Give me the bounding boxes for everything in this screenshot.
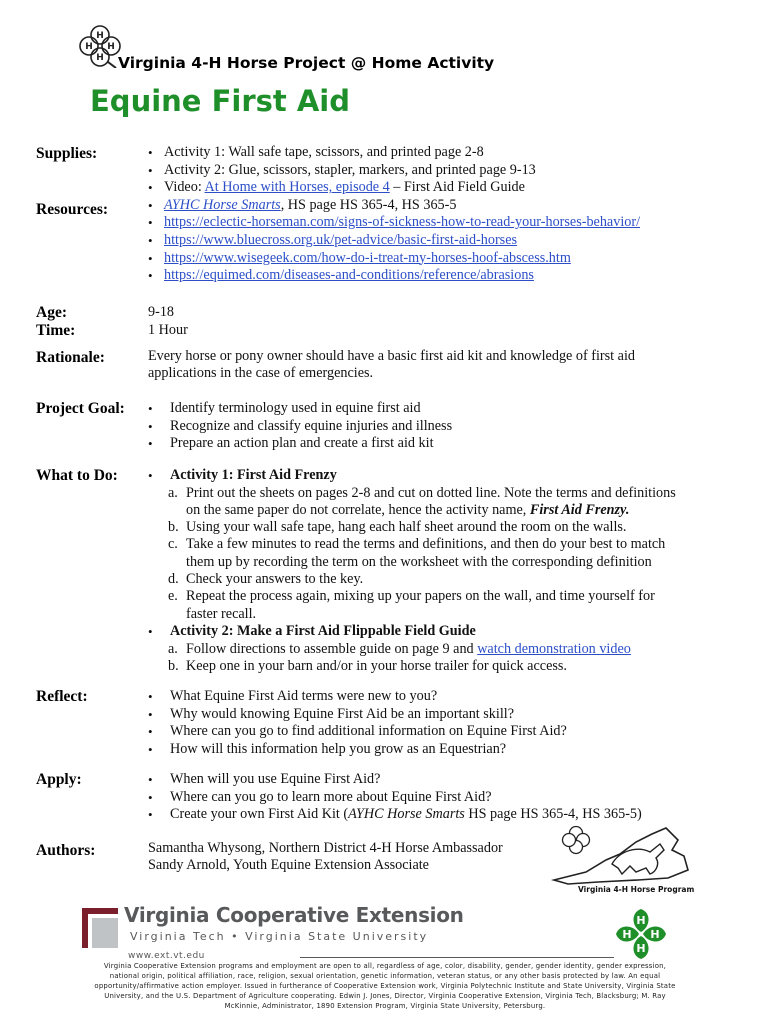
vce-logo-mark xyxy=(80,906,120,950)
age-value: 9-18 xyxy=(148,304,175,320)
resource-url-item xyxy=(148,267,748,285)
reflect-item: • What Equine First Aid terms were new to you? xyxy=(148,688,728,706)
svg-text:H: H xyxy=(96,31,104,41)
supply-item: • Activity 1: Wall safe tape, scissors, and printed page 2-8 xyxy=(148,144,748,162)
rationale-line: applications in the case of emergencies. xyxy=(148,365,374,381)
rationale-label: Rationale: xyxy=(36,349,105,366)
ayhc-item: • AYHC Horse Smarts, HS page HS 365-4, HS 365-5 xyxy=(148,197,748,215)
resources-list xyxy=(148,144,748,285)
reflect-item: • Why would knowing Equine First Aid be an important skill? xyxy=(148,706,728,724)
step-item: d. Check your answers to the key. xyxy=(168,571,364,588)
demo-video-link[interactable]: watch demonstration video xyxy=(477,640,631,657)
supply-item: • Activity 2: Glue, scissors, stapler, markers, and printed page 9-13 xyxy=(148,162,748,180)
vce-sub: Virginia Tech • Virginia State University xyxy=(130,930,429,943)
green-clover-icon xyxy=(612,905,670,963)
step-item: e. Repeat the process again, mixing up your papers on the wall, and time yourself for faster recall. xyxy=(168,588,655,622)
activity2-title: • Activity 2: Make a First Aid Flippable Field Guide xyxy=(148,623,748,641)
horse-program-logo xyxy=(548,820,696,896)
apply-item: • Create your own First Aid Kit (AYHC Horse Smarts HS page HS 365-4, HS 365-5) xyxy=(148,806,738,824)
svg-text:H: H xyxy=(96,53,104,63)
resource-link[interactable]: https://www.bluecross.org.uk/pet-advice/basic-first-aid-horses xyxy=(164,231,518,248)
project-goal-label: Project Goal: xyxy=(36,400,125,417)
reflect-item: • Where can you go to find additional information on Equine First Aid? xyxy=(148,723,728,741)
svg-text:H: H xyxy=(636,914,646,927)
what-to-do-section xyxy=(148,467,748,675)
video-item: • Video: At Home with Horses, episode 4 – First Aid Field Guide xyxy=(148,179,748,197)
apply-item: • Where can you go to learn more about Equine First Aid? xyxy=(148,789,738,807)
resources-label: Resources: xyxy=(36,201,109,218)
resource-url-item xyxy=(148,214,748,232)
clover-logo-icon xyxy=(78,24,122,68)
svg-text:H: H xyxy=(622,928,632,941)
clover-icon xyxy=(563,827,590,854)
authors-label: Authors: xyxy=(36,842,96,859)
svg-text:H: H xyxy=(85,42,93,52)
svg-text:H: H xyxy=(107,42,115,52)
activity2-steps xyxy=(168,641,748,676)
activity1-list xyxy=(148,467,748,485)
resource-link[interactable]: https://eclectic-horseman.com/signs-of-sickness-how-to-read-your-horses-behavior/ xyxy=(164,214,641,231)
time-label: Time: xyxy=(36,322,76,339)
goal-item: • Recognize and classify equine injuries and illness xyxy=(148,418,728,436)
apply-list xyxy=(148,771,738,824)
footer-disclaimer: Virginia Cooperative Extension programs and employment are open to all, regardless of age, color, disability, gender, gender identity, gender expression, national origin, political affiliation, race, religion, sexual orientation, genetic information, veteran status, or any other basis protected by law. An equal opportunity/affirmative action employer. Issued in furtherance of Cooperative Extension work, Virginia Polytechnic Institute and State University, Virginia State University, and the U.S. Department of Agriculture cooperating. Edwin J. Jones, Director, Virginia Cooperative Extension, Virginia Tech, Blacksburg; M. Ray McKinnie, Administrator, 1890 Extension Program, Virginia State University, Petersburg. xyxy=(94,962,676,1010)
age-label: Age: xyxy=(36,304,67,321)
vce-url[interactable]: www.ext.vt.edu xyxy=(128,951,205,961)
svg-text:H: H xyxy=(650,928,660,941)
what-to-do-label: What to Do: xyxy=(36,467,118,484)
header-title: Virginia 4-H Horse Project @ Home Activity xyxy=(118,54,495,72)
apply-item: • When will you use Equine First Aid? xyxy=(148,771,738,789)
resource-link[interactable]: https://equimed.com/diseases-and-conditions/reference/abrasions xyxy=(164,267,534,284)
activity2-list xyxy=(148,623,748,641)
resource-link[interactable]: https://www.wisegeek.com/how-do-i-treat-my-horses-hoof-abscess.htm xyxy=(164,249,571,266)
resource-url-item xyxy=(148,250,748,268)
apply-label: Apply: xyxy=(36,771,82,788)
activity1-steps xyxy=(168,485,748,623)
program-logo-text: Virginia 4-H Horse Program xyxy=(578,885,695,894)
author-line: Samantha Whysong, Northern District 4-H Horse Ambassador xyxy=(148,840,503,856)
vce-rule xyxy=(300,957,614,958)
project-goal-list xyxy=(148,400,728,453)
reflect-item: • How will this information help you grow as an Equestrian? xyxy=(148,741,728,759)
step-item: c. Take a few minutes to read the terms and definitions, and then do your best to match them up by recording the term on the worksheet with the corresponding definition xyxy=(168,536,666,570)
rationale-line: Every horse or pony owner should have a basic first aid kit and knowledge of first aid xyxy=(148,348,635,364)
step-item: a. Follow directions to assemble guide on page 9 and watch demonstration video xyxy=(168,640,631,657)
ayhc-link[interactable]: AYHC Horse Smarts xyxy=(164,196,281,213)
time-value: 1 Hour xyxy=(148,322,188,338)
author-line: Sandy Arnold, Youth Equine Extension Associate xyxy=(148,857,429,873)
reflect-list xyxy=(148,688,728,758)
step-item: b. Using your wall safe tape, hang each half sheet around the room on the walls. xyxy=(168,519,627,536)
svg-text:H: H xyxy=(636,942,646,955)
video-link[interactable]: At Home with Horses, episode 4 xyxy=(204,179,390,196)
resource-url-item xyxy=(148,232,748,250)
supplies-label: Supplies: xyxy=(36,145,98,162)
goal-item: • Identify terminology used in equine first aid xyxy=(148,400,728,418)
reflect-label: Reflect: xyxy=(36,688,88,705)
page-title: Equine First Aid xyxy=(90,84,350,118)
step-item: b. Keep one in your barn and/or in your horse trailer for quick access. xyxy=(168,657,567,674)
step-item: a. Print out the sheets on pages 2-8 and cut on dotted line. Note the terms and definitions on the same paper do not correlate, hence the activity name, First Aid Frenzy. xyxy=(168,484,676,518)
goal-item: • Prepare an action plan and create a first aid kit xyxy=(148,435,728,453)
activity1-title: • Activity 1: First Aid Frenzy xyxy=(148,467,748,485)
vce-name: Virginia Cooperative Extension xyxy=(124,903,464,927)
